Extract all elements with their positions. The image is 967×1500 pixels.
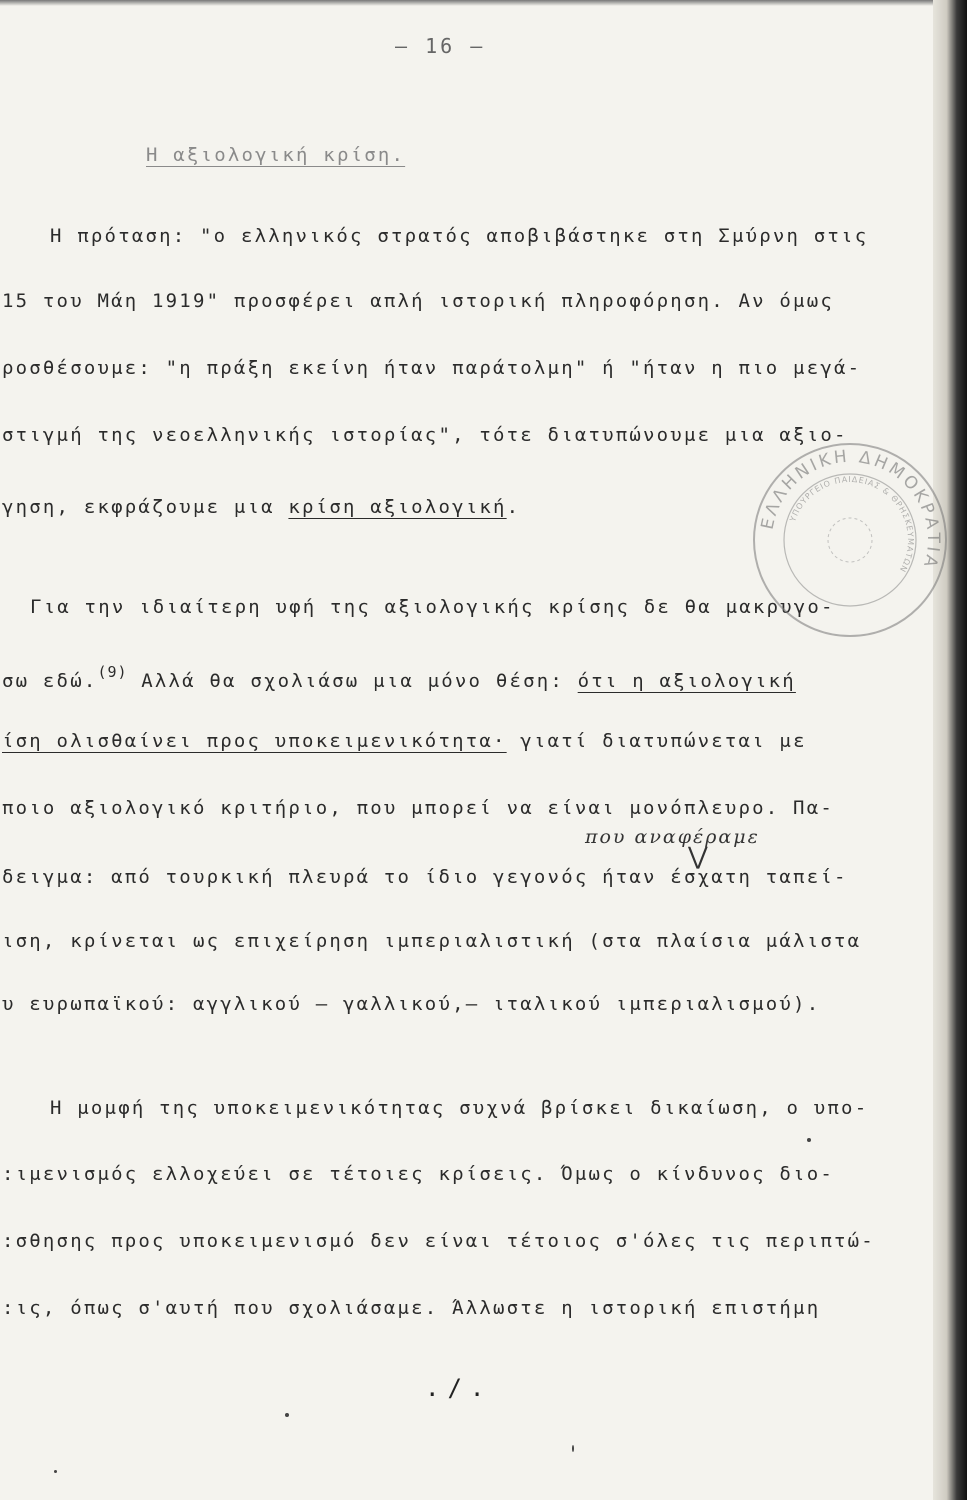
insertion-caret: ⋁ xyxy=(688,842,708,870)
paragraph2-line4: ποιο αξιολογικό κριτήριο, που μπορεί να είναι μονόπλευρο. Πα- xyxy=(2,797,834,819)
paragraph2-line7: υ ευρωπαϊκού: αγγλικού — γαλλικού,— ιταλικού ιμπεριαλισμού). xyxy=(2,993,821,1015)
underlined-thesis-end: ίση ολισθαίνει προς υποκειμενικότητα· xyxy=(2,730,507,752)
scan-speck xyxy=(572,1445,574,1452)
continuation-mark: ./. xyxy=(425,1374,493,1402)
paragraph3-line2: :ιμενισμός ελλοχεύει σε τέτοιες κρίσεις. Όμως ο κίνδυνος διο- xyxy=(2,1163,834,1185)
underlined-phrase: κρίση αξιολογική xyxy=(288,496,507,518)
underlined-thesis-start: ότι η αξιολογική xyxy=(577,670,796,692)
page-number: – 16 – xyxy=(395,34,486,58)
scan-speck xyxy=(285,1413,289,1417)
scan-speck xyxy=(54,1470,57,1473)
paragraph2-line2-start: σω εδώ. xyxy=(2,670,98,692)
scan-speck xyxy=(807,1138,811,1142)
scan-right-edge xyxy=(933,0,967,1500)
paragraph1-line4: στιγμή της νεοελληνικής ιστορίας", τότε διατυπώνουμε μια αξιο- xyxy=(2,424,848,446)
handwritten-insertion: που αναφέραμε xyxy=(585,826,760,848)
paragraph1-line1: Η πρόταση: "ο ελληνικός στρατός αποβιβάστηκε στη Σμύρνη στις xyxy=(50,225,869,247)
paragraph2-line5: δειγμα: από τουρκική πλευρά το ίδιο γεγονός ήταν έσχατη ταπεί- xyxy=(2,866,848,888)
section-heading: Η αξιολογική κρίση. xyxy=(146,144,406,166)
paragraph1-line5-text: γηση, εκφράζουμε μια xyxy=(2,496,289,518)
footnote-marker: (9) xyxy=(97,663,128,681)
paragraph1-line2: 15 του Μάη 1919" προσφέρει απλή ιστορική πληροφόρηση. Αν όμως xyxy=(2,290,834,312)
paragraph2-line1: Για την ιδιαίτερη υφή της αξιολογικής κρίσης δε θα μακρυγο- xyxy=(30,596,835,618)
scan-top-edge xyxy=(0,0,967,6)
paragraph3-line4: :ις, όπως σ'αυτή που σχολιάσαμε. Άλλωστε η ιστορική επιστήμη xyxy=(2,1297,821,1319)
paragraph3-line3: :σθησης προς υποκειμενισμό δεν είναι τέτοιος σ'όλες τις περιπτώ- xyxy=(2,1230,875,1252)
seal-stamp xyxy=(745,435,955,645)
stamp-inner-text: ΥΠΟΥΡΓΕΙΟ ΠΑΙΔΕΙΑΣ & ΘΡΗΣΚΕΥΜΑΤΩΝ xyxy=(788,474,916,575)
paragraph1-line3: ροσθέσουμε: "η πράξη εκείνη ήταν παράτολμη" ή "ήταν η πιο μεγά- xyxy=(2,357,862,379)
paragraph3-line1: Η μομφή της υποκειμενικότητας συχνά βρίσκει δικαίωση, ο υπο- xyxy=(50,1097,869,1119)
paragraph2-line6: ιση, κρίνεται ως επιχείρηση ιμπεριαλιστική (στα πλαίσια μάλιστα xyxy=(2,930,862,952)
paragraph2-line3-end: γιατί διατυπώνεται με xyxy=(506,730,807,752)
stamp-ring-text: ΕΛΛΗΝΙΚΗ ΔΗΜΟΚΡΑΤΙΑ xyxy=(757,446,944,573)
paragraph1-line5: γηση, εκφράζουμε μια κρίση αξιολογική. xyxy=(2,496,521,518)
paragraph2-line3 xyxy=(2,730,807,752)
paragraph2-line2 xyxy=(2,663,796,692)
paragraph2-line2-mid: Αλλά θα σχολιάσω μια μόνο θέση: xyxy=(127,670,578,692)
